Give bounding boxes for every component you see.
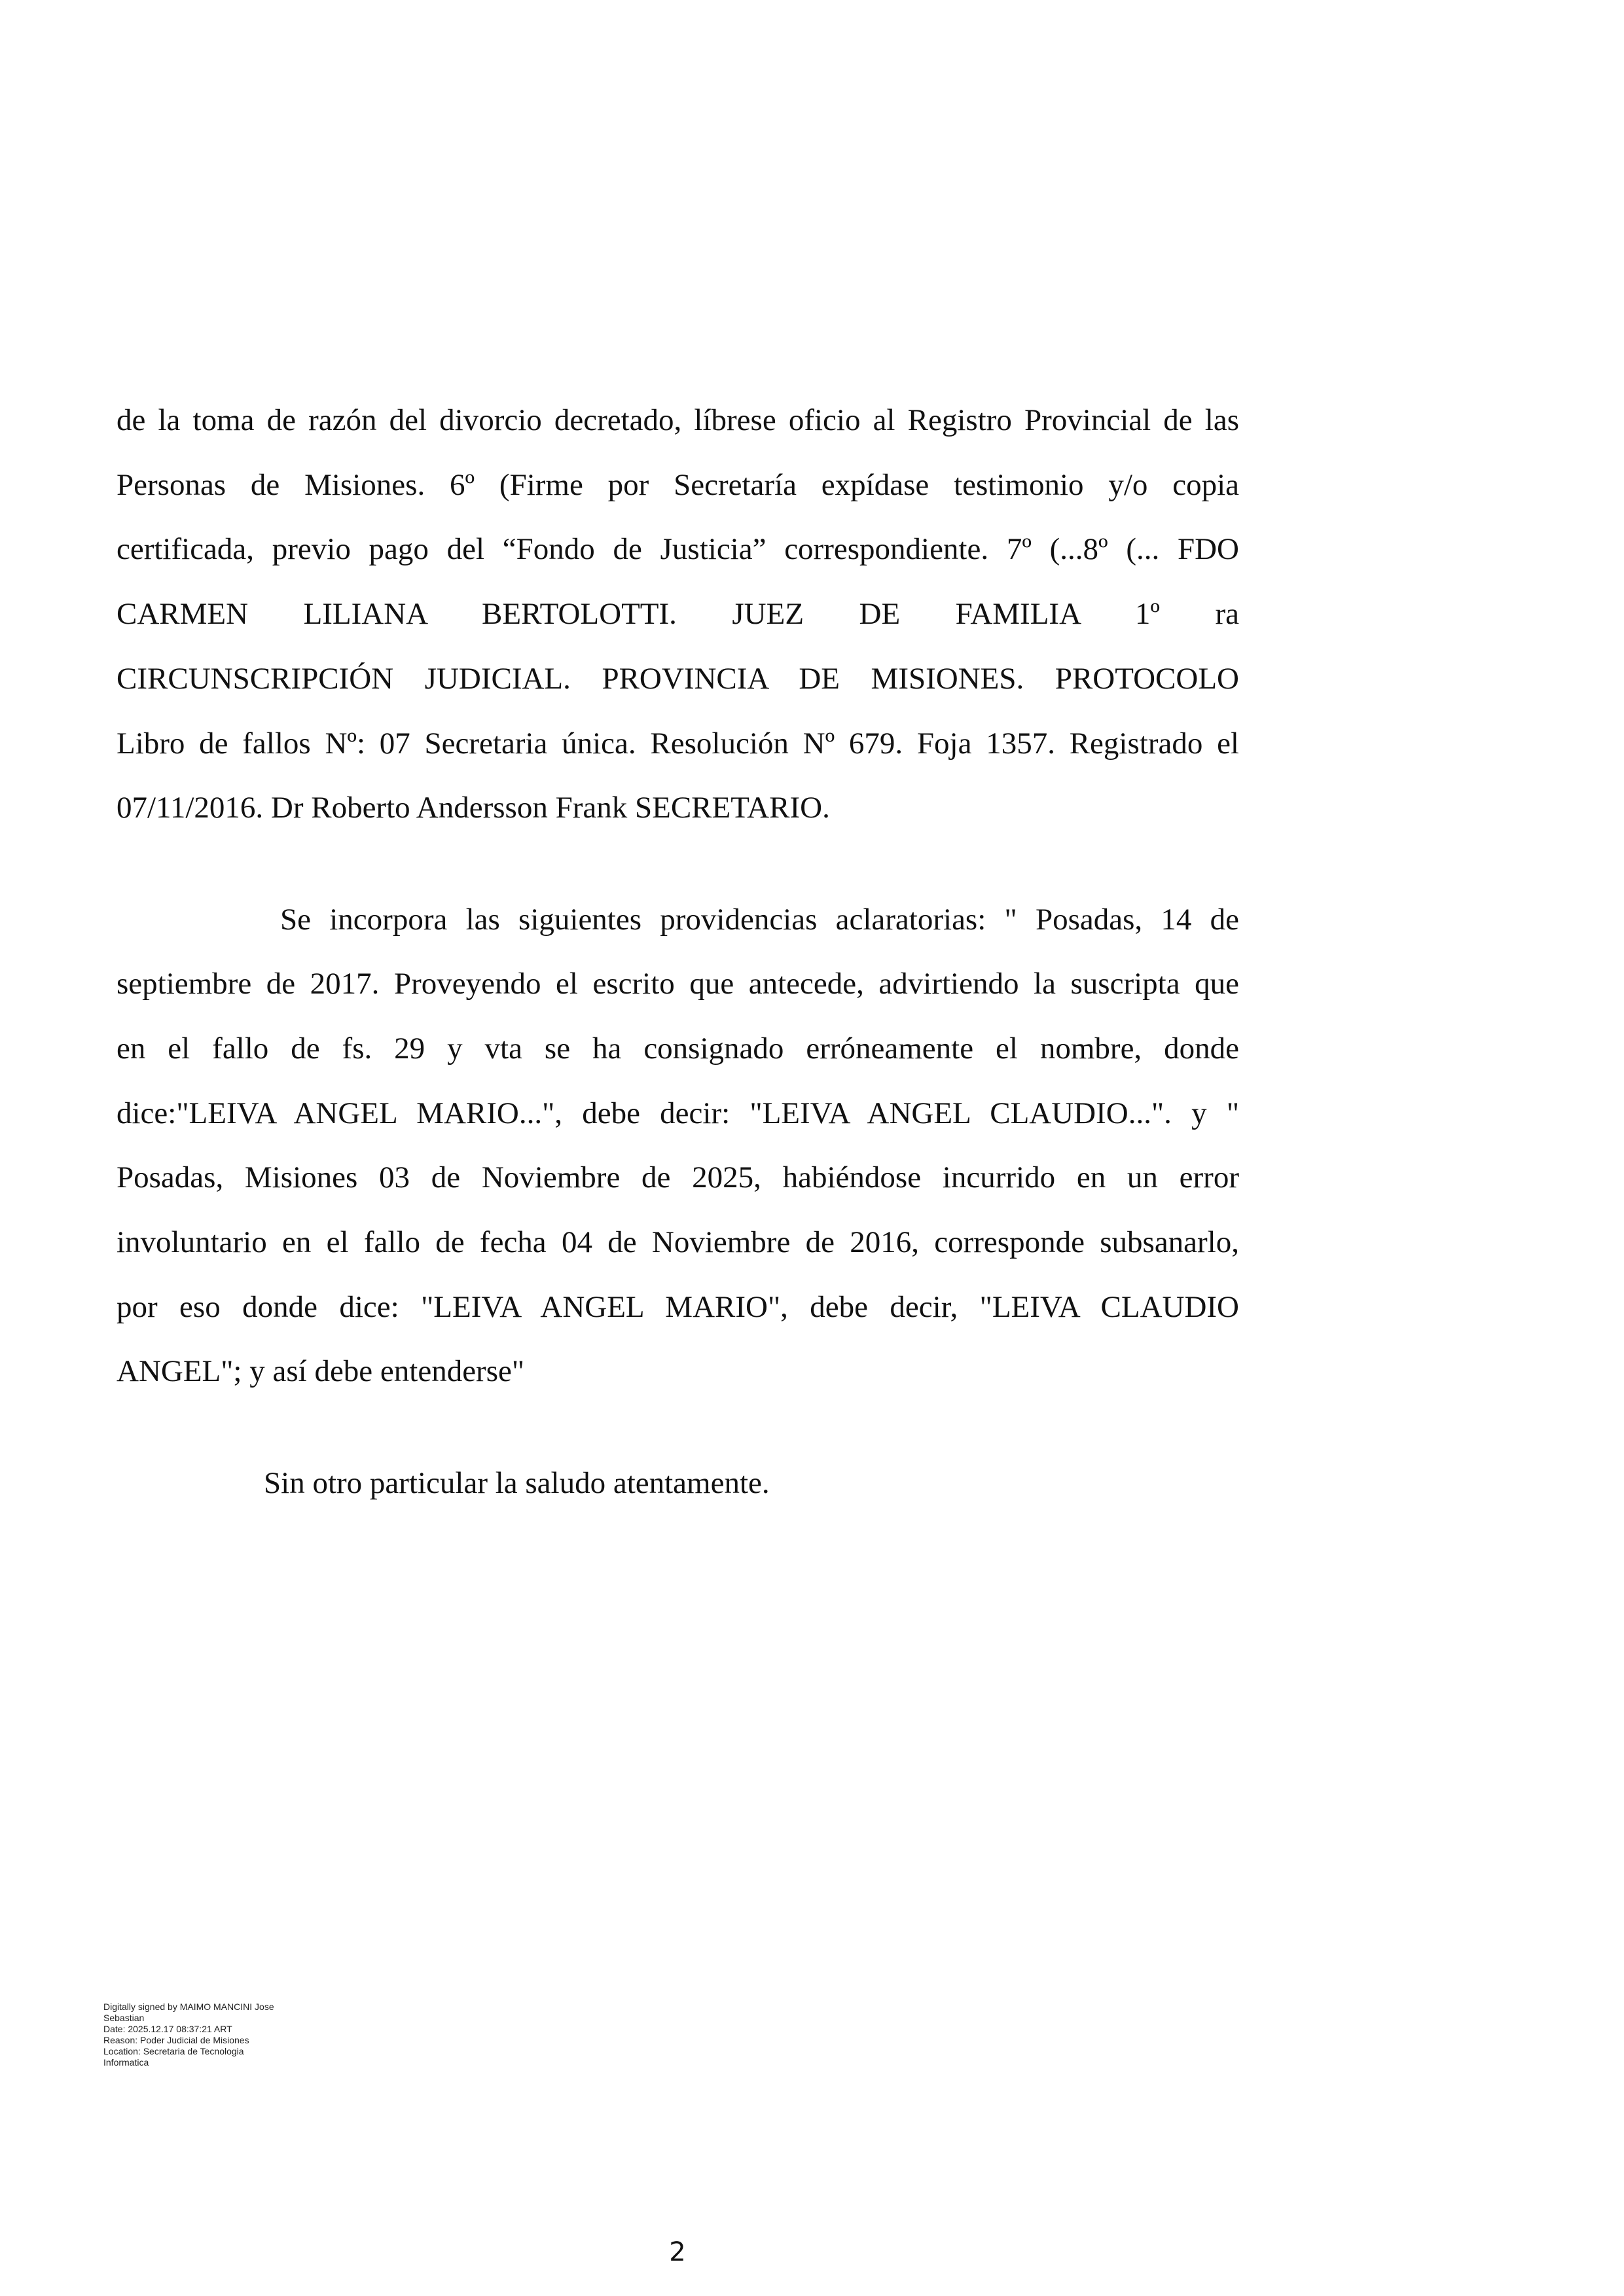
closing-line: Sin otro particular la saludo atentamente.	[264, 1466, 770, 1500]
text-line: en el fallo de fs. 29 y vta se ha consignado erróneamente el nombre, donde	[117, 1031, 1239, 1066]
text-line: Libro de fallos Nº: 07 Secretaria única. Resolución Nº 679. Foja 1357. Registrado el	[117, 726, 1239, 761]
signature-line: Digitally signed by MAIMO MANCINI Jose	[103, 2001, 274, 2012]
signature-line: Location: Secretaria de Tecnologia	[103, 2046, 244, 2056]
text-line: Posadas, Misiones 03 de Noviembre de 2025, habiéndose incurrido en un error	[117, 1160, 1239, 1194]
text-line: dice:"LEIVA ANGEL MARIO...", debe decir: "LEIVA ANGEL CLAUDIO...". y "	[117, 1096, 1239, 1130]
text-line: CARMEN LILIANA BERTOLOTTI. JUEZ DE FAMILIA 1º ra	[117, 597, 1239, 631]
page-number: 2	[669, 2237, 686, 2267]
text-line: certificada, previo pago del “Fondo de Justicia” correspondiente. 7º (...8º (... FDO	[117, 532, 1239, 566]
signature-line: Reason: Poder Judicial de Misiones	[103, 2035, 249, 2045]
text-line: Se incorpora las siguientes providencias aclaratorias: " Posadas, 14 de	[280, 903, 1239, 937]
digital-signature-stamp	[103, 2001, 274, 2068]
text-line: 07/11/2016. Dr Roberto Andersson Frank SECRETARIO.	[117, 791, 830, 825]
text-line: por eso donde dice: "LEIVA ANGEL MARIO", debe decir, "LEIVA CLAUDIO	[117, 1290, 1239, 1324]
text-line: Personas de Misiones. 6º (Firme por Secretaría expídase testimonio y/o copia	[117, 468, 1239, 502]
text-line: involuntario en el fallo de fecha 04 de Noviembre de 2016, corresponde subsanarlo,	[117, 1225, 1239, 1259]
signature-line: Sebastian	[103, 2013, 145, 2023]
text-line: CIRCUNSCRIPCIÓN JUDICIAL. PROVINCIA DE MISIONES. PROTOCOLO	[117, 662, 1239, 696]
signature-line: Informatica	[103, 2057, 149, 2068]
signature-line: Date: 2025.12.17 08:37:21 ART	[103, 2024, 232, 2034]
text-line: de la toma de razón del divorcio decretado, líbrese oficio al Registro Provincial de las	[117, 403, 1239, 437]
text-line: septiembre de 2017. Proveyendo el escrito que antecede, advirtiendo la suscripta que	[117, 967, 1239, 1001]
text-line: ANGEL"; y así debe entenderse"	[117, 1354, 525, 1388]
